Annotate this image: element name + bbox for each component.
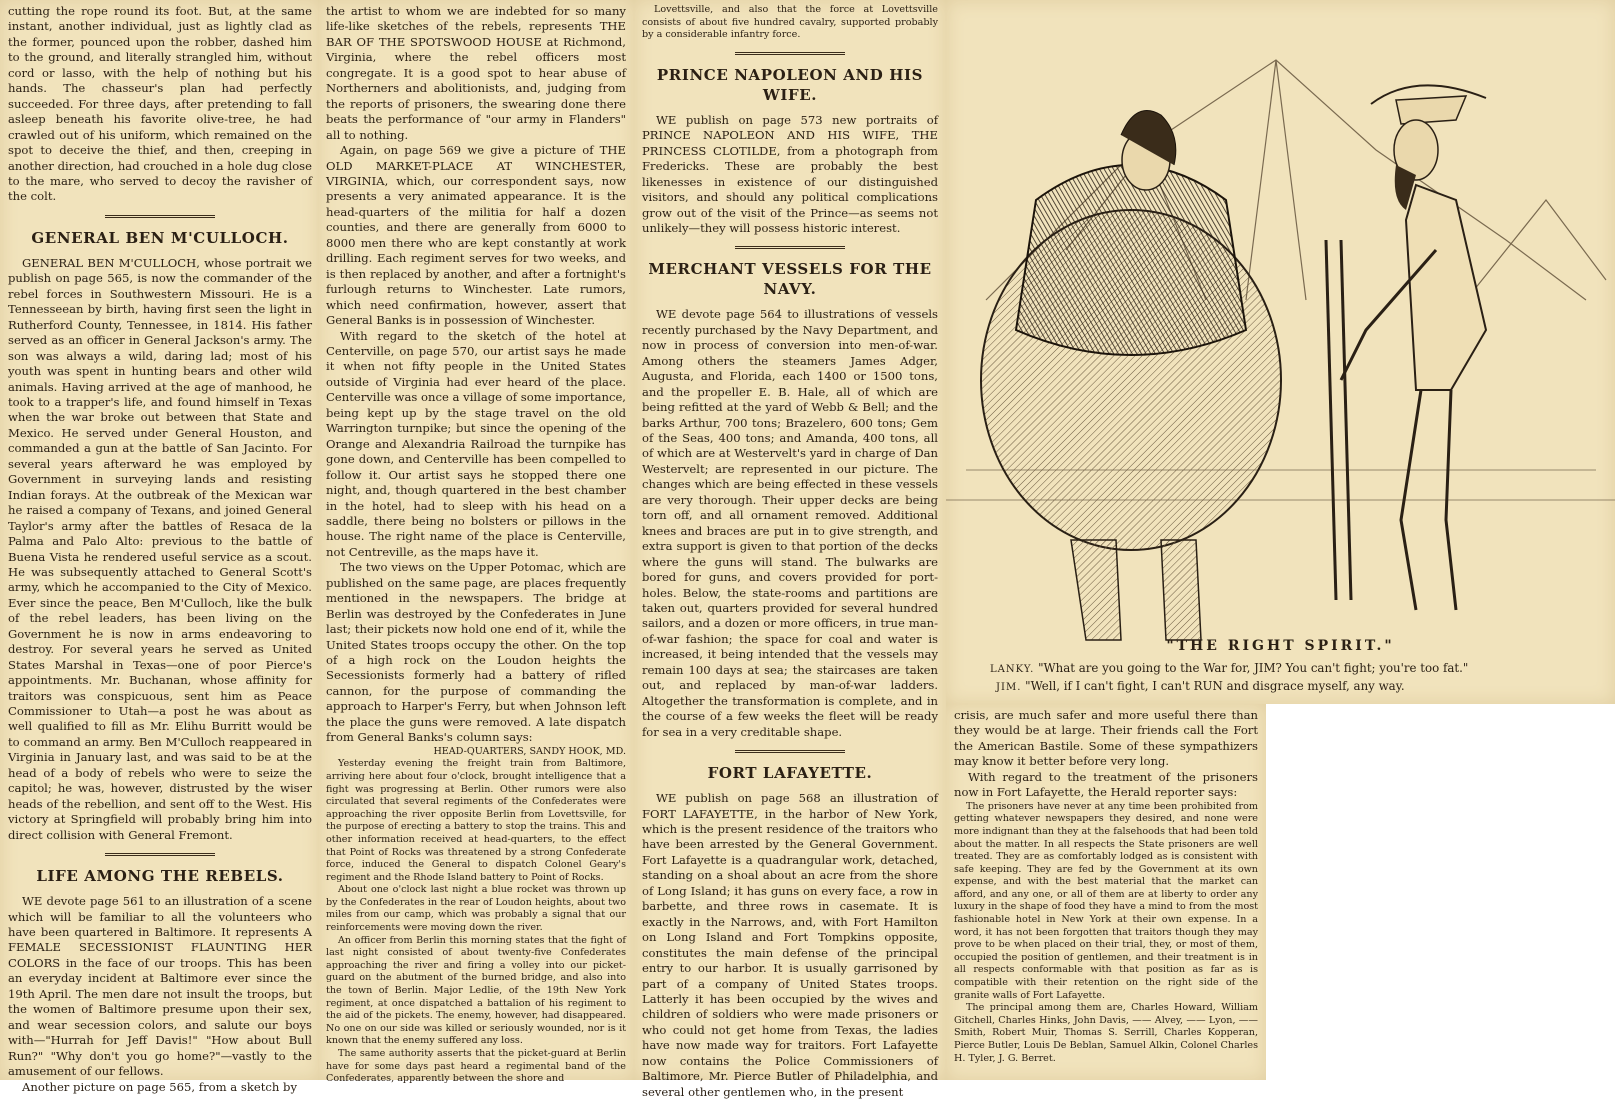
section-rule (735, 246, 845, 249)
vessels-heading: MERCHANT VESSELS FOR THE NAVY. (648, 260, 932, 299)
column-1 (0, 0, 320, 1094)
section-rule (105, 853, 215, 856)
vessels-text: WE devote page 564 to illustrations of vessels recently purchased by the Navy Department, and now in process of conversion into men-of-war. Among others the steamers James Adger, Augusta, and Florida, each 1400 or 1500 tons, and the propeller E. B. Hale, all of which are being refitted at the yard of Webb & Bell; and the barks Arthur, 700 tons; Brazelero, 600 tons; Gem of the Seas, 400 tons; and Amanda, 400 tons, all of which are at Westervelt's yard in charge of Dan Westervelt; are represented in our picture. The changes which are being effected in these vessels are very thorough. Their upper decks are being torn off, and all ornament removed. Additional knees and braces are put in to give strength, and extra support is given to that portion of the decks where the guns will stand. The bulwarks are bored for guns, and covers provided for port-holes. Below, the state-rooms and partitions are taken out, quarters provided for several hundred sailors, and a dozen or more officers, in true man-of-war fashion; the space for coal and water is increased, it being intended that the vessels may remain 100 days at sea; the staircases are taken out, and replaced by man-of-war ladders. Altogether the transformation is complete, and in the course of a few weeks the fleet will be ready for sea in a very creditable shape. (642, 307, 938, 739)
column-2 (318, 0, 634, 1085)
rebels-text-2: Another picture on page 565, from a sketch by (22, 1079, 298, 1094)
cartoon-caption-line-2 (990, 678, 1580, 696)
fort-text: WE publish on page 568 an illustration of FORT LAFAYETTE, in the harbor of New York, which is the present residence of the traitors who have been arrested by the General Government. Fort Lafayette is a quadrangular work, detached, standing on a shoal about an acre from the shore of Long Island; it has guns on every face, a row in barbette, and three rows in casemate. It is exactly in the Narrows, and, with Fort Hamilton on Long Island and Fort Tompkins opposite, constitutes the main defense of the principal entry to our harbor. It is usually garrisoned by part of a company of United States troops. Latterly it has been occupied by the wives and children of soldiers who were made prisoners or who could not get home from Texas, the ladies have now made way for traitors. Fort Lafayette now contains the Police Commissioners of Baltimore, Mr. Pierce Butler of Philadelphia, and several other gentlemen who, in the present (642, 791, 938, 1099)
dispatch-paragraph: Yesterday evening the freight train from Baltimore, arriving here about four o'clock, brought intelligence that a fight was progressing at Berlin. Other rumors were also circulated that several regiments of the Confederates were approaching the river opposite Berlin from Lovettsville, for the purpose of erecting a battery to stop the trains. This and other information received at head-quarters, to the effect that Point of Rocks was threatened by a strong Confederate force, induced the General to dispatch Colonel Geary's regiment and the Rhode Island battery to Point of Rocks. (326, 758, 626, 883)
mcculloch-heading: GENERAL BEN M'CULLOCH. (31, 228, 289, 247)
dispatch-dateline: HEAD-QUARTERS, SANDY HOOK, MD. (433, 745, 626, 757)
fat-man-jim (981, 111, 1281, 641)
thin-man-lanky (1326, 85, 1486, 610)
cartoon-illustration (946, 0, 1615, 630)
rebels-text: WE devote page 561 to an illustration of a scene which will be familiar to all the volunteers who have been quartered in Baltimore. It represents A FEMALE SECESSIONIST FLAUNTING HER COLORS in the face of our troops. This has been an everyday incident at Baltimore ever since the 19th April. The men dare not insult the troops, but the women of Baltimore presume upon their sex, and wear secession colors, and salute our boys with—"Hurrah for Jeff Davis!" "How about Bull Run?" "Why don't you go home?"—vastly to the amusement of our fellows. (8, 894, 312, 1079)
speaker-lanky: LANKY. (990, 664, 1035, 675)
lovettsville-text: Lovettsville, and also that the force at Lovettsville consists of about five hundred cavalry, supported probably by a considerable infantry force. (642, 4, 938, 41)
cartoon-clipping (946, 0, 1615, 704)
winchester-text: Again, on page 569 we give a picture of THE OLD MARKET-PLACE AT WINCHESTER, VIRGINIA, which, our correspondent says, now presents a very animated appearance. It is the head-quarters of the militia for half a dozen counties, and there are generally from 6000 to 8000 men there who are kept constantly at work drilling. Each regiment serves for two weeks, and is then replaced by another, and after a fortnight's furlough returns to Winchester. Late rumors, which need confirmation, however, assert that General Banks is in possession of Winchester. (326, 143, 626, 328)
potomac-text: The two views on the Upper Potomac, which are published on the same page, are places frequently mentioned in the newspapers. The bridge at Berlin was destroyed by the Confederates in June last; their pickets now hold one end of it, while the United States troops occupy the other. On the top of a high rock on the Loudon heights the Secessionists formerly had a battery of rifled cannon, for the purpose of commanding the approach to Harper's Ferry, but when Johnson left the place the guns were removed. A late dispatch from General Banks's column says: (326, 560, 626, 745)
section-rule (735, 52, 845, 55)
cartoon-caption-line-1 (990, 660, 1580, 678)
bastile-text: crisis, are much safer and more useful there than they would be at large. Their friends call the Fort the American Bastile. Some of these sympathizers may know it better before very long. (954, 708, 1258, 769)
jim-quote: "Well, if I can't fight, I can't RUN and disgrace myself, any way. (1025, 679, 1405, 693)
fort-heading: FORT LAFAYETTE. (707, 764, 873, 783)
prisoner-names-text: The principal among them are, Charles Howard, William Gitchell, Charles Hinks, John Davis, —— Alvey, —— Lyon, —— Smith, Robert Muir, Thomas S. Serrill, Charles Kopperan, Pierce Butler, Louis De Beblan, Samuel Alkin, Colonel Charles H. Tyler, J. G. Berret. (954, 1002, 1258, 1064)
dispatch-paragraph: An officer from Berlin this morning states that the fight of last night consisted of about twenty-five Confederates approaching the river and firing a volley into our picket-guard on the abutment of the burned bridge, and also into the town of Berlin. Major Ledlie, of the 19th New York regiment, at once dispatched a battalion of his regiment to the aid of the pickets. The enemy, however, had disappeared. No one on our side was killed or seriously wounded, nor is it known that the enemy suffered any loss. (326, 934, 626, 1047)
column-4 (946, 704, 1266, 1080)
column-3 (634, 0, 946, 1099)
speaker-jim: JIM. (996, 682, 1022, 693)
story-continuation: cutting the rope round its foot. But, at the same instant, another individual, just as lightly clad as the former, pounced upon the robber, dashed him to the ground, and literally strangled him, without cord or lasso, with the help of nothing but his hands. The chasseur's plan had perfectly succeeded. For three days, after pretending to fall asleep beneath his favorite olive-tree, he had crawled out of his uniform, which remained on the spot to deceive the thief, and then, creeping in another direction, had crouched in a hole dug close to the mare, who served to decoy the ravisher of the colt. (8, 4, 312, 204)
dispatch-paragraph: About one o'clock last night a blue rocket was thrown up by the Confederates in the rear of Loudon heights, about two miles from our camp, which was probably a signal that our reinforcements were moving down the river. (326, 884, 626, 934)
herald-intro-text: With regard to the treatment of the prisoners now in Fort Lafayette, the Herald reporter says: (954, 769, 1258, 800)
centerville-text: With regard to the sketch of the hotel at Centerville, on page 570, our artist says he made it when not fifty people in the United States outside of Virginia had ever heard of the place. Centerville was once a village of some importance, being kept up by the stage travel on the old Warrington turnpike; but since the opening of the Orange and Alexandria Railroad the turnpike has gone down, and Centerville has been compelled to follow it. Our artist says he stopped there one night, and, though quartered in the best chamber in the hotel, had to sleep with his head on a saddle, there being no bolsters or pillows in the house. The right name of the place is Centerville, not Centreville, as the maps have it. (326, 328, 626, 559)
mcculloch-text: GENERAL BEN M'CULLOCH, whose portrait we publish on page 565, is now the commander of the rebel forces in Southwestern Missouri. He is a Tennesseean by birth, having first seen the light in Rutherford County, Tennessee, in 1814. His father served as an officer in General Jackson's army. The son was always a wild, daring lad; most of his youth was spent in hunting bears and other wild animals. Having arrived at the age of manhood, he took to a trapper's life, and found himself in Texas when the war broke out between that State and Mexico. He served under General Houston, and commanded a gun at the battle of San Jacinto. For several years afterward he was employed by Government in surveying lands and resisting Indian forays. At the outbreak of the Mexican war he raised a company of Texans, and joined General Taylor's army after the battles of Resaca de la Palma and Palo Alto: previous to the battle of Buena Vista he rendered useful service as a scout. He was subsequently attached to General Scott's army, which he accompanied to the City of Mexico. Ever since the peace, Ben M'Culloch, like the bulk of the rebel leaders, has been living on the Government he is now in arms endeavoring to destroy. For several years he served as United States Marshal in Texas—one of poor Pierce's appointments. Mr. Buchanan, whose affinity for traitors was conspicuous, sent him as Peace Commissioner to Utah—a post he was about as well qualified to fill as Mr. Elihu Burritt would be to command an army. Ben M'Culloch reappeared in Virginia in January last, and was said to be at the head of a body of rebels who were to seize the capitol; he was, however, distrusted by the wiser heads of the rebellion, and sent off to the West. His victory at Springfield will probably bring him into direct collision with General Fremont. (8, 255, 312, 842)
lanky-quote: "What are you going to the War for, JIM? You can't fight; you're too fat." (1038, 661, 1469, 675)
section-rule (105, 215, 215, 218)
napoleon-text: WE publish on page 573 new portraits of PRINCE NAPOLEON AND HIS WIFE, THE PRINCESS CLOTILDE, from a photograph from Fredericks. These are probably the best likenesses in existence of our distinguished visitors, and should any political complications grow out of the visit of the Prince—as seems not unlikely—they will possess historic interest. (642, 112, 938, 235)
section-rule (735, 750, 845, 753)
bar-spotswood-text: the artist to whom we are indebted for so many life-like sketches of the rebels, represents THE BAR OF THE SPOTSWOOD HOUSE at Richmond, Virginia, where the rebel officers most congregate. It is a good spot to hear abuse of Northerners and abolitionists, and, judging from the reports of prisoners, the swearing done there beats the performance of "our army in Flanders" all to nothing. (326, 4, 626, 142)
rebels-heading: LIFE AMONG THE REBELS. (36, 867, 284, 886)
cartoon-title: "THE RIGHT SPIRIT." (1166, 638, 1395, 654)
napoleon-heading: PRINCE NAPOLEON AND HIS WIFE. (656, 65, 924, 104)
dispatch-paragraph: The same authority asserts that the picket-guard at Berlin have for some days past heard a regimental band of the Confederates, apparently between the shore and (326, 1048, 626, 1085)
prisoner-treatment-text: The prisoners have never at any time been prohibited from getting whatever newspapers they desired, and none were more indignant than they at the falsehoods that had been told about the matter. In all respects the State prisoners are well treated. They are as comfortably lodged as is consistent with safe keeping. They are fed by the Government at its own expense, and with the best material that the market can afford, and any one, or all of them are at liberty to order any luxury in the shape of food they have a mind to from the most fashionable hotel in New York at their own expense. In a word, it has not been forgotten that traitors though they may prove to be when placed on their trial, they, or most of them, occupied the position of gentlemen, and their treatment is in all respects conformable with that position as far as is compatible with their retention on the right side of the granite walls of Fort Lafayette. (954, 800, 1258, 1001)
